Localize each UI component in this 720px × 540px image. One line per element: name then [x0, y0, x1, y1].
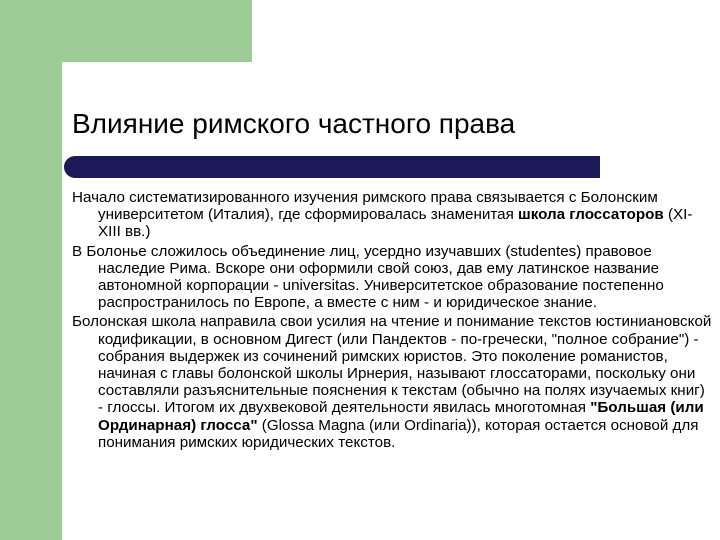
- decorative-green-header-block: [0, 0, 252, 62]
- paragraph-2: [72, 243, 712, 312]
- paragraph-1-text-2: (XI-XIII вв.): [98, 206, 693, 241]
- title-underline-bar: [64, 156, 600, 178]
- slide-title: Влияние римского частного права: [72, 108, 516, 139]
- paragraph-3-bold-term: "Большая (или Ординарная) глосса": [98, 399, 704, 434]
- paragraph-2-text-1: В Болонье сложилось объединение лиц, усердно изучавших (studentes) правовое наследие Рима. Вскоре они оформили свой союз, дав ему латинское название автономной корпорации - universitas. Университетское образование постепенно распространилось по Европе, а вместе с ним - и юридическое знание.: [72, 242, 664, 312]
- paragraph-3: [72, 313, 712, 451]
- decorative-green-sidebar: [0, 0, 62, 540]
- paragraph-3-text-1: Болонская школа направила свои усилия на чтение и понимание текстов юстиниановской кодификации, в основном Дигест (или Пандектов - по-гречески, "полное собрание") - собрания выдержек из сочинений римских юристов. Это поколение романистов, начиная с главы болонской школы Ирнерия, называют глоссаторами, поскольку они составляли разъяснительные пояснения к текстам (обычно на полях изучаемых книг) - глоссы. Итогом их двухвековой деятельности явилась многотомная: [72, 313, 712, 417]
- slide-body: [72, 189, 712, 453]
- paragraph-1-text-1: Начало систематизированного изучения римского права связывается с Болонским университетом (Италия), где сформировалась знаменитая: [72, 189, 658, 224]
- paragraph-1: [72, 189, 712, 241]
- paragraph-3-text-2: (Glossa Magna (или Ordinaria)), которая остается основой для понимания римских юридических текстов.: [98, 416, 699, 451]
- paragraph-1-bold-term: школа глоссаторов: [518, 206, 664, 224]
